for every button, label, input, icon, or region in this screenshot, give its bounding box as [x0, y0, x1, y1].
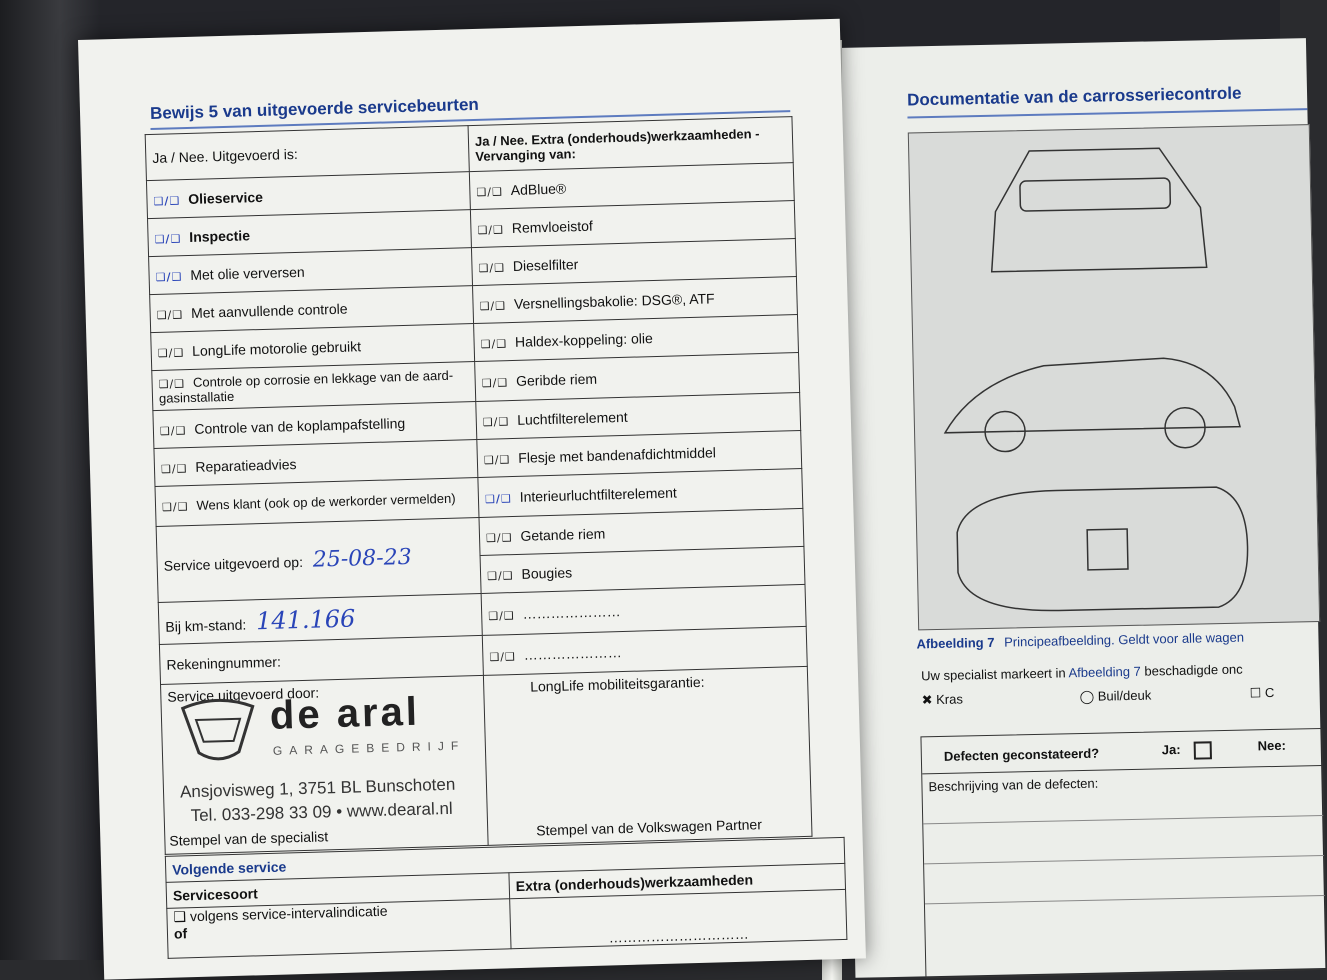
- stamp-subtitle: GARAGEBEDRIJF: [272, 738, 466, 758]
- right-item-row[interactable]: ❑/❑ Versnellingsbakolie: DSG®, ATF: [473, 277, 798, 324]
- legend-dent: ◯ Buil/deuk: [1079, 687, 1152, 705]
- left-item-row[interactable]: ❑/❑ Reparatieadvies: [154, 440, 478, 487]
- legend-scratch: ✖ Kras: [921, 691, 964, 708]
- right-item-row[interactable]: ❑/❑ Remvloeistof: [470, 201, 795, 248]
- checkbox-icon: ❑/❑: [489, 649, 516, 664]
- checkbox-icon: ❑/❑: [160, 461, 188, 476]
- service-table: [145, 116, 813, 855]
- longlife-label: LongLife mobiliteitsgarantie:: [530, 673, 705, 695]
- stamp-specialist-label: Stempel van de specialist: [169, 828, 329, 849]
- checkbox-checked-icon: ❑/❑: [153, 193, 181, 208]
- yes-label: Ja:: [1161, 741, 1181, 758]
- right-page-title: Documentatie van de carrosseriecontrole: [906, 83, 1242, 110]
- interval-option[interactable]: ❑ volgens service-intervalindicatie: [173, 902, 388, 925]
- checkbox-icon: ❑/❑: [156, 307, 184, 322]
- divider: [923, 815, 1323, 824]
- left-page-title: Bewijs 5 van uitgevoerde servicebeurten: [149, 94, 480, 124]
- checkbox-icon: ❑/❑: [478, 260, 506, 275]
- km-label: Bij km-stand:: [165, 616, 247, 635]
- right-item-row[interactable]: ❑/❑ Haldex-koppeling: olie: [474, 315, 799, 362]
- checkbox-checked-icon: ❑/❑: [154, 231, 182, 246]
- right-item-row[interactable]: ❑/❑ Flesje met bandenafdichtmiddel: [477, 430, 802, 477]
- car-outline-icon: [909, 125, 1319, 629]
- defects-label: Defecten geconstateerd?: [943, 745, 1100, 764]
- right-item-row[interactable]: ❑/❑ Getande riem: [479, 508, 804, 555]
- figure-label: Afbeelding 7 Principeafbeelding. Geldt voor alle wagen: [916, 629, 1245, 652]
- checkbox-icon: ❑/❑: [485, 530, 513, 545]
- service-date-value: 25-08-23: [312, 544, 412, 573]
- specialist-stamp-cell: [161, 675, 489, 854]
- checkbox-icon: ❑/❑: [479, 298, 507, 313]
- right-item-row[interactable]: ❑/❑ Dieselfilter: [471, 239, 796, 286]
- right-item-row[interactable]: ❑/❑ …………………: [481, 584, 806, 635]
- col-left-header: Ja / Nee. Uitgevoerd is:: [145, 126, 469, 181]
- car-diagram: [908, 124, 1320, 630]
- right-item-row[interactable]: ❑/❑ …………………: [482, 626, 807, 675]
- description-label: Beschrijving van de defecten:: [928, 775, 1099, 795]
- interval-cell: [167, 899, 511, 959]
- title-underline: [907, 108, 1307, 118]
- stamp-name: de aral: [269, 689, 421, 738]
- left-page: [78, 19, 866, 980]
- right-item-row[interactable]: ❑/❑ AdBlue®: [469, 163, 794, 210]
- service-type-label: Servicesoort: [166, 873, 510, 909]
- left-item-row[interactable]: ❑/❑ Inspectie: [148, 210, 472, 257]
- left-item-row[interactable]: ❑/❑ Wens klant (ook op de werkorder vermelden): [155, 478, 479, 527]
- left-item-row[interactable]: ❑/❑ Controle op corrosie en lekkage van de aard-gasinstallatie: [152, 362, 476, 411]
- col-right-header: Ja / Nee. Extra (onderhouds)werkzaamheden - Vervanging van:: [468, 117, 793, 172]
- checkbox-icon: ❑/❑: [480, 336, 508, 351]
- left-item-row[interactable]: ❑/❑ Olieservice: [146, 172, 470, 219]
- checkbox-icon: ❑/❑: [486, 568, 514, 583]
- checkbox-icon: ❑/❑: [481, 375, 509, 390]
- checkbox-icon: ❑/❑: [157, 345, 185, 360]
- left-item-row[interactable]: ❑/❑ Met olie verversen: [149, 248, 473, 295]
- checkbox-icon: ❑/❑: [483, 452, 511, 467]
- left-item-row[interactable]: ❑/❑ LongLife motorolie gebruikt: [151, 324, 475, 371]
- yes-checkbox[interactable]: [1194, 741, 1212, 759]
- stamp-contact: Tel. 033-298 33 09 • www.dearal.nl: [190, 798, 453, 826]
- de-aral-logo-icon: [177, 696, 259, 768]
- right-item-row[interactable]: ❑/❑ Interieurluchtfilterelement: [478, 468, 803, 517]
- checkbox-icon: ❑/❑: [488, 608, 515, 623]
- checkbox-icon: ❑/❑: [477, 222, 505, 237]
- instruction-text: Uw specialist markeert in Afbeelding 7 beschadigde onc: [921, 661, 1243, 684]
- checkbox-icon: ❑/❑: [159, 423, 187, 438]
- partner-stamp-cell: [483, 666, 812, 845]
- stamp-address: Ansjovisweg 1, 3751 BL Bunschoten: [179, 774, 456, 802]
- next-service-table: [165, 837, 848, 959]
- checkbox-icon: ❑/❑: [158, 376, 186, 391]
- right-item-row[interactable]: ❑/❑ Geribde riem: [475, 353, 800, 402]
- defects-box: [920, 728, 1327, 978]
- checkbox-checked-icon: ❑/❑: [155, 269, 183, 284]
- checkbox-icon: ❑/❑: [476, 184, 504, 199]
- legend-other: ☐ C: [1249, 684, 1275, 701]
- next-service-title: Volgende service: [165, 837, 844, 882]
- km-value: 141.166: [255, 603, 356, 635]
- checkbox-checked-icon: ❑/❑: [484, 491, 512, 506]
- service-date-cell: [156, 517, 481, 602]
- extra-work-label: Extra (onderhouds)werkzaamheden: [509, 863, 846, 898]
- extra-work-cell: [510, 889, 847, 948]
- left-item-row[interactable]: ❑/❑ Controle van de koplampafstelling: [153, 402, 477, 449]
- checkbox-icon: ❑/❑: [161, 500, 189, 514]
- invoice-label: Rekeningnummer:: [166, 653, 282, 673]
- or-label: of: [173, 925, 188, 942]
- divider: [924, 855, 1324, 864]
- right-item-row[interactable]: ❑/❑ Bougies: [480, 546, 805, 593]
- serviced-by-label: Service uitgevoerd door:: [167, 684, 320, 705]
- no-label: Nee:: [1257, 737, 1287, 754]
- stamp-partner-label: Stempel van de Volkswagen Partner: [536, 816, 763, 839]
- divider: [925, 895, 1325, 904]
- service-date-label: Service uitgevoerd op:: [163, 553, 304, 574]
- checkbox-icon: ❑/❑: [482, 414, 510, 429]
- left-item-row[interactable]: ❑/❑ Met aanvullende controle: [150, 286, 474, 333]
- divider: [922, 765, 1322, 774]
- right-page: [836, 38, 1325, 978]
- dots: …………………………: [608, 925, 749, 946]
- right-item-row[interactable]: ❑/❑ Luchtfilterelement: [476, 392, 801, 439]
